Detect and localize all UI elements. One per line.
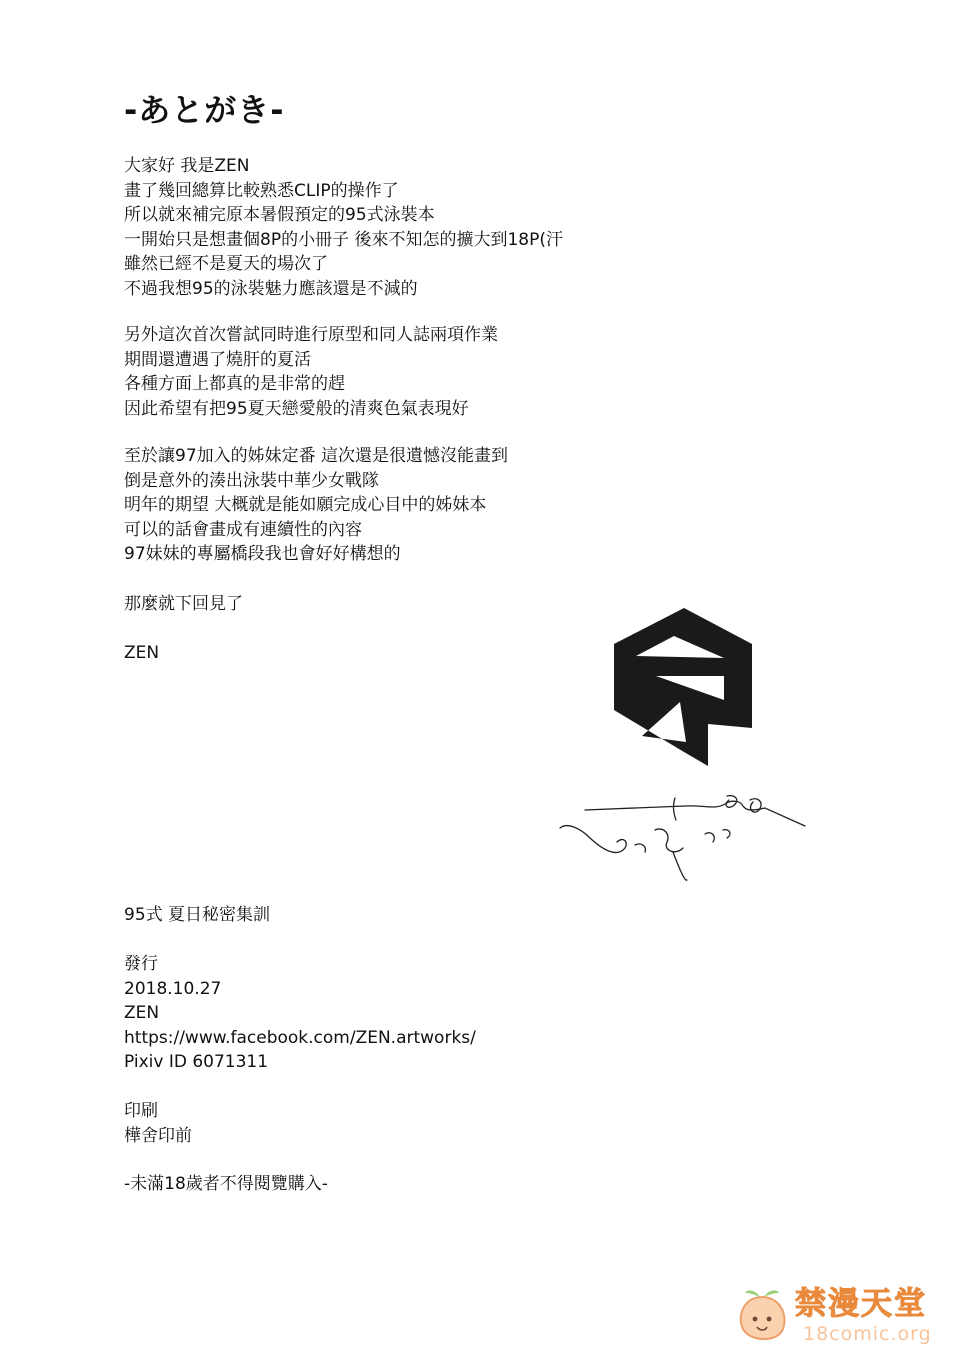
text-line: 雖然已經不是夏天的場次了: [124, 254, 328, 274]
paragraph-greeting: [124, 154, 563, 301]
text-line: 期間還遭遇了燒肝的夏活: [124, 349, 311, 370]
publisher-name: ZEN: [124, 1003, 160, 1023]
text-line: 明年的期望 大概就是能如願完成心目中的姊妹本: [124, 495, 487, 515]
colophon-notice: [124, 1172, 328, 1197]
publish-label: 發行: [124, 954, 158, 974]
text-line: 畫了幾回總算比較熟悉CLIP的操作了: [124, 180, 399, 201]
book-title: 95式 夏日秘密集訓: [124, 905, 271, 925]
text-line: 大家好 我是ZEN: [124, 156, 250, 176]
age-notice: -未滿18歲者不得閱覽購入-: [124, 1174, 328, 1194]
text-line: 97妹妹的專屬橋段我也會好好構想的: [124, 544, 401, 564]
text-line: 不過我想95的泳裝魅力應該還是不減的: [124, 278, 418, 299]
zen-cube-logo-icon: [612, 606, 754, 768]
text-line: 一開始只是想畫個8P的小冊子 後來不知怎的擴大到18P(汗: [124, 229, 563, 250]
colophon-print: [124, 1099, 192, 1148]
text-line: 可以的話會畫成有連續性的內容: [124, 519, 362, 540]
text-line: 各種方面上都真的是非常的趕: [124, 374, 345, 394]
text-line: 另外這次首次嘗試同時進行原型和同人誌兩項作業: [124, 325, 498, 345]
paragraph-farewell: [124, 592, 243, 617]
printer-name: 樺舍印前: [124, 1125, 192, 1146]
text-line: 倒是意外的湊出泳裝中華少女戰隊: [124, 470, 379, 491]
text-line: 所以就來補完原本暑假預定的95式泳裝本: [124, 205, 435, 225]
publish-date: 2018.10.27: [124, 978, 222, 999]
handwritten-signature-icon: [555, 790, 810, 885]
text-line: 至於讓97加入的姊妹定番 這次還是很遺憾沒能畫到: [124, 446, 509, 466]
colophon-title: [124, 903, 270, 928]
facebook-link[interactable]: https://www.facebook.com/ZEN.artworks/: [124, 1027, 476, 1048]
text-line: 那麼就下回見了: [124, 594, 243, 614]
paragraph-future: [124, 444, 508, 567]
author-signoff: [124, 641, 159, 666]
print-label: 印刷: [124, 1101, 158, 1121]
text-line: 因此希望有把95夏天戀愛般的清爽色氣表現好: [124, 398, 469, 419]
colophon-publish: [124, 952, 476, 1075]
peach-mascot-icon: [735, 1287, 789, 1345]
text-line: ZEN: [124, 643, 160, 663]
watermark: [735, 1283, 945, 1349]
page-title: -あとがき-: [124, 91, 285, 129]
pixiv-id: Pixiv ID 6071311: [124, 1052, 269, 1072]
watermark-title: 禁漫天堂: [795, 1286, 927, 1322]
watermark-site: 18comic.org: [803, 1323, 932, 1345]
paragraph-production: [124, 323, 498, 421]
